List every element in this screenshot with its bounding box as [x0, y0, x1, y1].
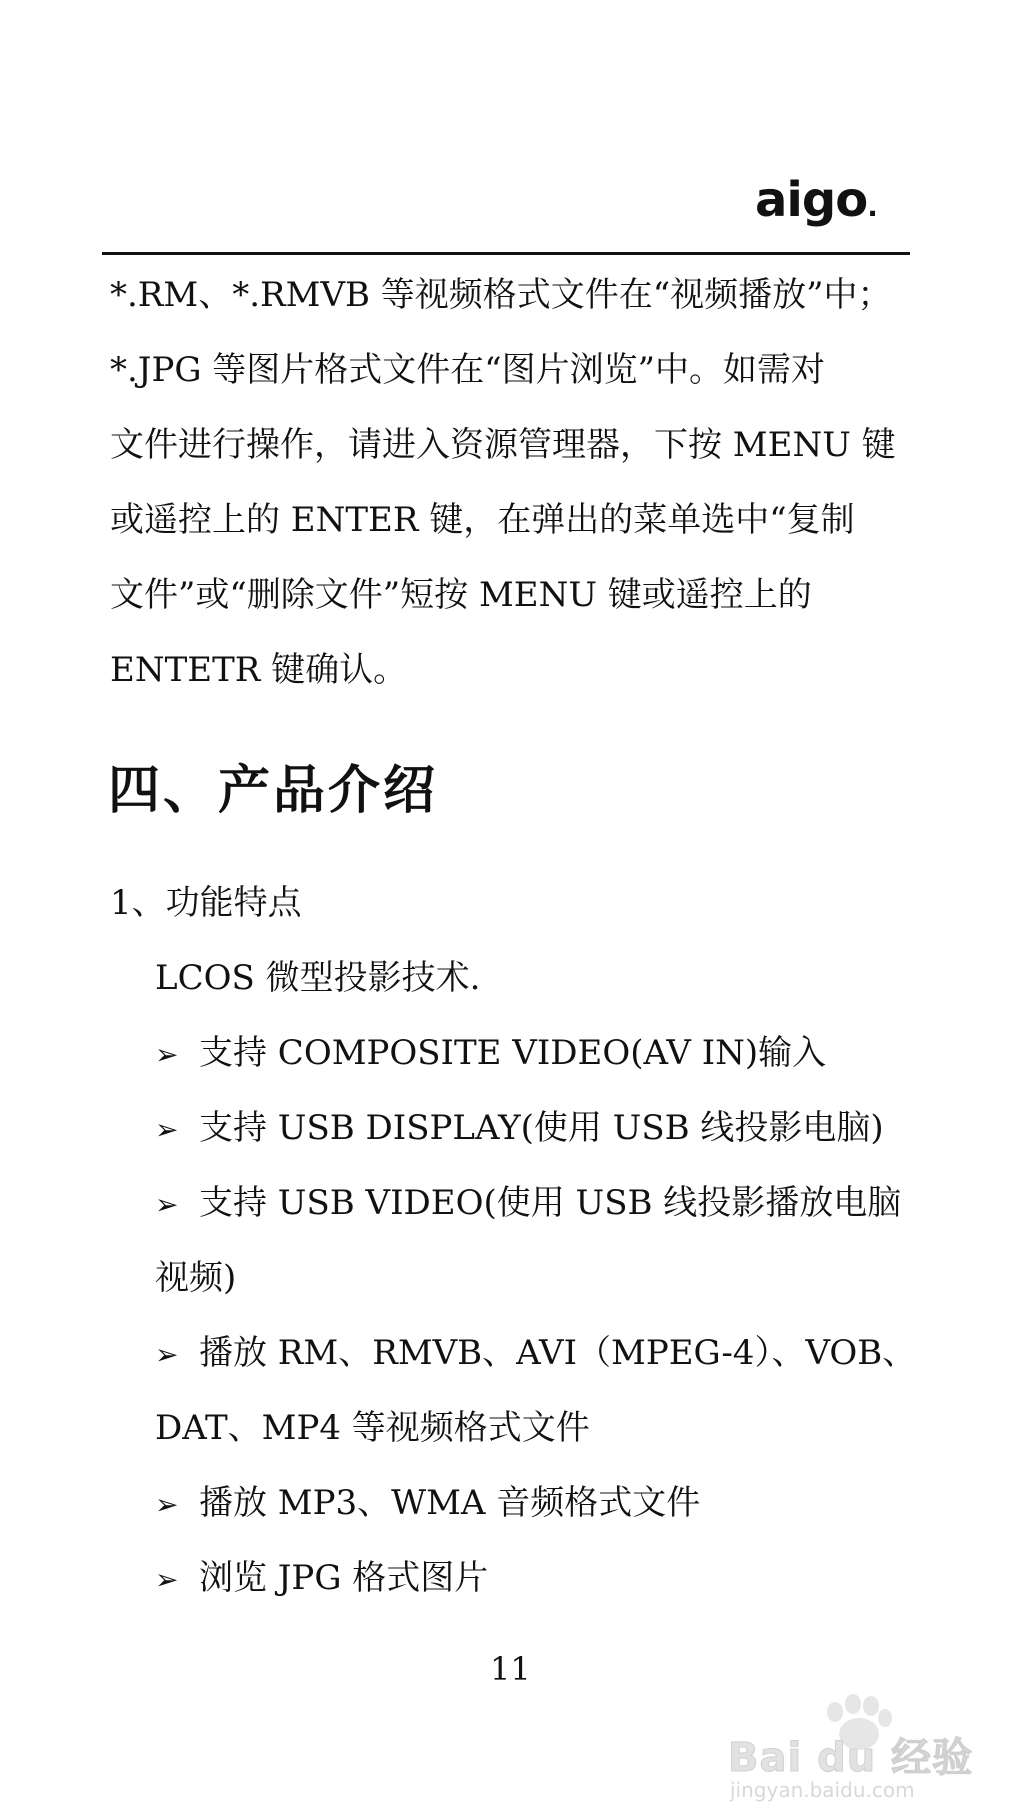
arrow-bullet-icon: ➢	[155, 1488, 179, 1521]
feature-item	[155, 1100, 884, 1149]
feature-item-text: 支持 USB DISPLAY(使用 USB 线投影电脑)	[199, 1108, 884, 1148]
feature-item-text: 播放 RM、RMVB、AVI（MPEG-4）、VOB、	[199, 1333, 917, 1373]
page-number: 11	[490, 1650, 531, 1688]
paragraph-line: *.RM、*.RMVB 等视频格式文件在“视频播放”中；	[110, 275, 892, 315]
arrow-bullet-icon: ➢	[155, 1563, 179, 1596]
section-subheading: 1、功能特点	[110, 883, 302, 923]
watermark-text: Bai du 经验	[728, 1735, 974, 1781]
aigo-logo: aigo.	[755, 172, 877, 228]
feature-item-text: 播放 MP3、WMA 音频格式文件	[199, 1483, 701, 1523]
paragraph-line: ENTETR 键确认。	[110, 650, 408, 690]
feature-item-continuation: 视频)	[155, 1258, 237, 1298]
paragraph-line: 文件”或“删除文件”短按 MENU 键或遥控上的	[110, 575, 812, 615]
arrow-bullet-icon: ➢	[155, 1338, 179, 1371]
feature-item-continuation: DAT、MP4 等视频格式文件	[155, 1408, 590, 1448]
paragraph-line: 或遥控上的 ENTER 键，在弹出的菜单选中“复制	[110, 500, 855, 540]
feature-intro: LCOS 微型投影技术.	[155, 958, 481, 998]
feature-item-text: 支持 USB VIDEO(使用 USB 线投影播放电脑	[199, 1183, 902, 1223]
feature-item	[155, 1175, 901, 1224]
section-heading: 四、产品介绍	[108, 761, 439, 821]
paragraph-line: 文件进行操作，请进入资源管理器，下按 MENU 键	[110, 425, 896, 465]
feature-item	[155, 1325, 916, 1374]
feature-item	[155, 1550, 488, 1599]
arrow-bullet-icon: ➢	[155, 1188, 179, 1221]
feature-item	[155, 1025, 826, 1074]
arrow-bullet-icon: ➢	[155, 1038, 179, 1071]
header-rule	[102, 252, 910, 255]
feature-item-text: 支持 COMPOSITE VIDEO(AV IN)输入	[199, 1033, 827, 1073]
feature-item	[155, 1475, 700, 1524]
watermark-url: jingyan.baidu.com	[730, 1778, 915, 1802]
paragraph-line: *.JPG 等图片格式文件在“图片浏览”中。如需对	[110, 350, 826, 390]
feature-item-text: 浏览 JPG 格式图片	[199, 1558, 489, 1598]
arrow-bullet-icon: ➢	[155, 1113, 179, 1146]
